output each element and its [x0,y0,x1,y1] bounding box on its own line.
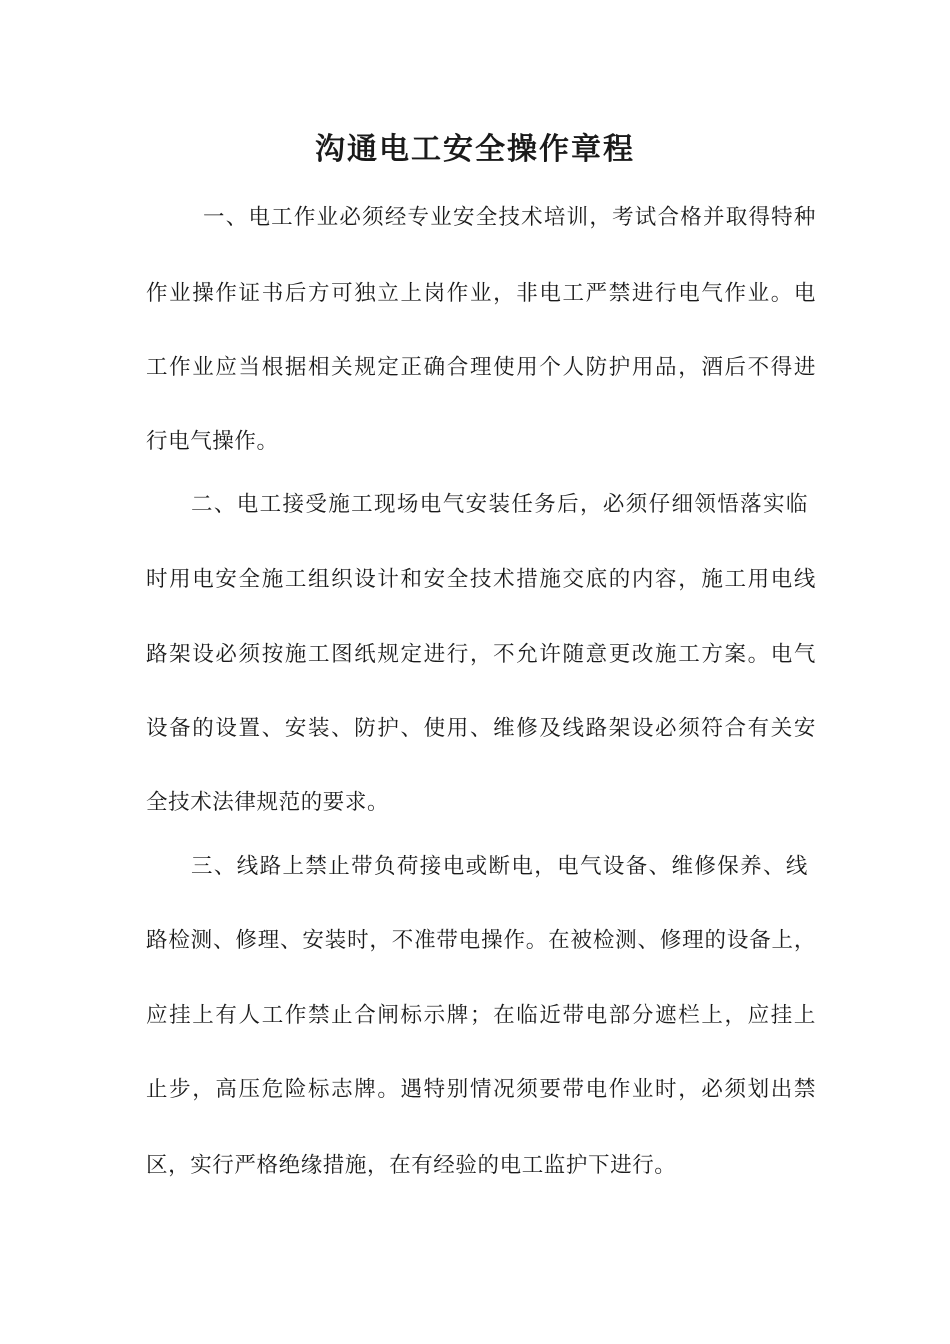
paragraph-2-line-3: 路架设必须按施工图纸规定进行，不允许随意更改施工方案。电气 [146,642,816,667]
paragraph-1-line-4: 行电气操作。 [146,429,279,454]
paragraph-3-line-1: 三、线路上禁止带负荷接电或断电，电气设备、维修保养、线 [191,854,808,879]
paragraph-1-line-1: 一、电工作业必须经专业安全技术培训，考试合格并取得特种 [203,205,816,230]
paragraph-3-line-3: 应挂上有人工作禁止合闸标示牌；在临近带电部分遮栏上，应挂上 [146,1003,816,1028]
paragraph-1-line-3: 工作业应当根据相关规定正确合理使用个人防护用品，酒后不得进 [146,355,816,380]
paragraph-2-line-1: 二、电工接受施工现场电气安装任务后，必须仔细领悟落实临 [191,492,808,517]
paragraph-3-line-2: 路检测、修理、安装时，不准带电操作。在被检测、修理的设备上， [146,928,816,953]
paragraph-3-line-5: 区，实行严格绝缘措施，在有经验的电工监护下进行。 [146,1153,677,1178]
paragraph-2-line-2: 时用电安全施工组织设计和安全技术措施交底的内容，施工用电线 [146,567,816,592]
document-title: 沟通电工安全操作章程 [315,132,635,167]
paragraph-2-line-5: 全技术法律规范的要求。 [146,790,390,815]
paragraph-2-line-4: 设备的设置、安装、防护、使用、维修及线路架设必须符合有关安 [146,716,816,741]
paragraph-3-line-4: 止步，高压危险标志牌。遇特别情况须要带电作业时，必须划出禁 [146,1077,816,1102]
paragraph-1-line-2: 作业操作证书后方可独立上岗作业，非电工严禁进行电气作业。电 [146,281,816,306]
